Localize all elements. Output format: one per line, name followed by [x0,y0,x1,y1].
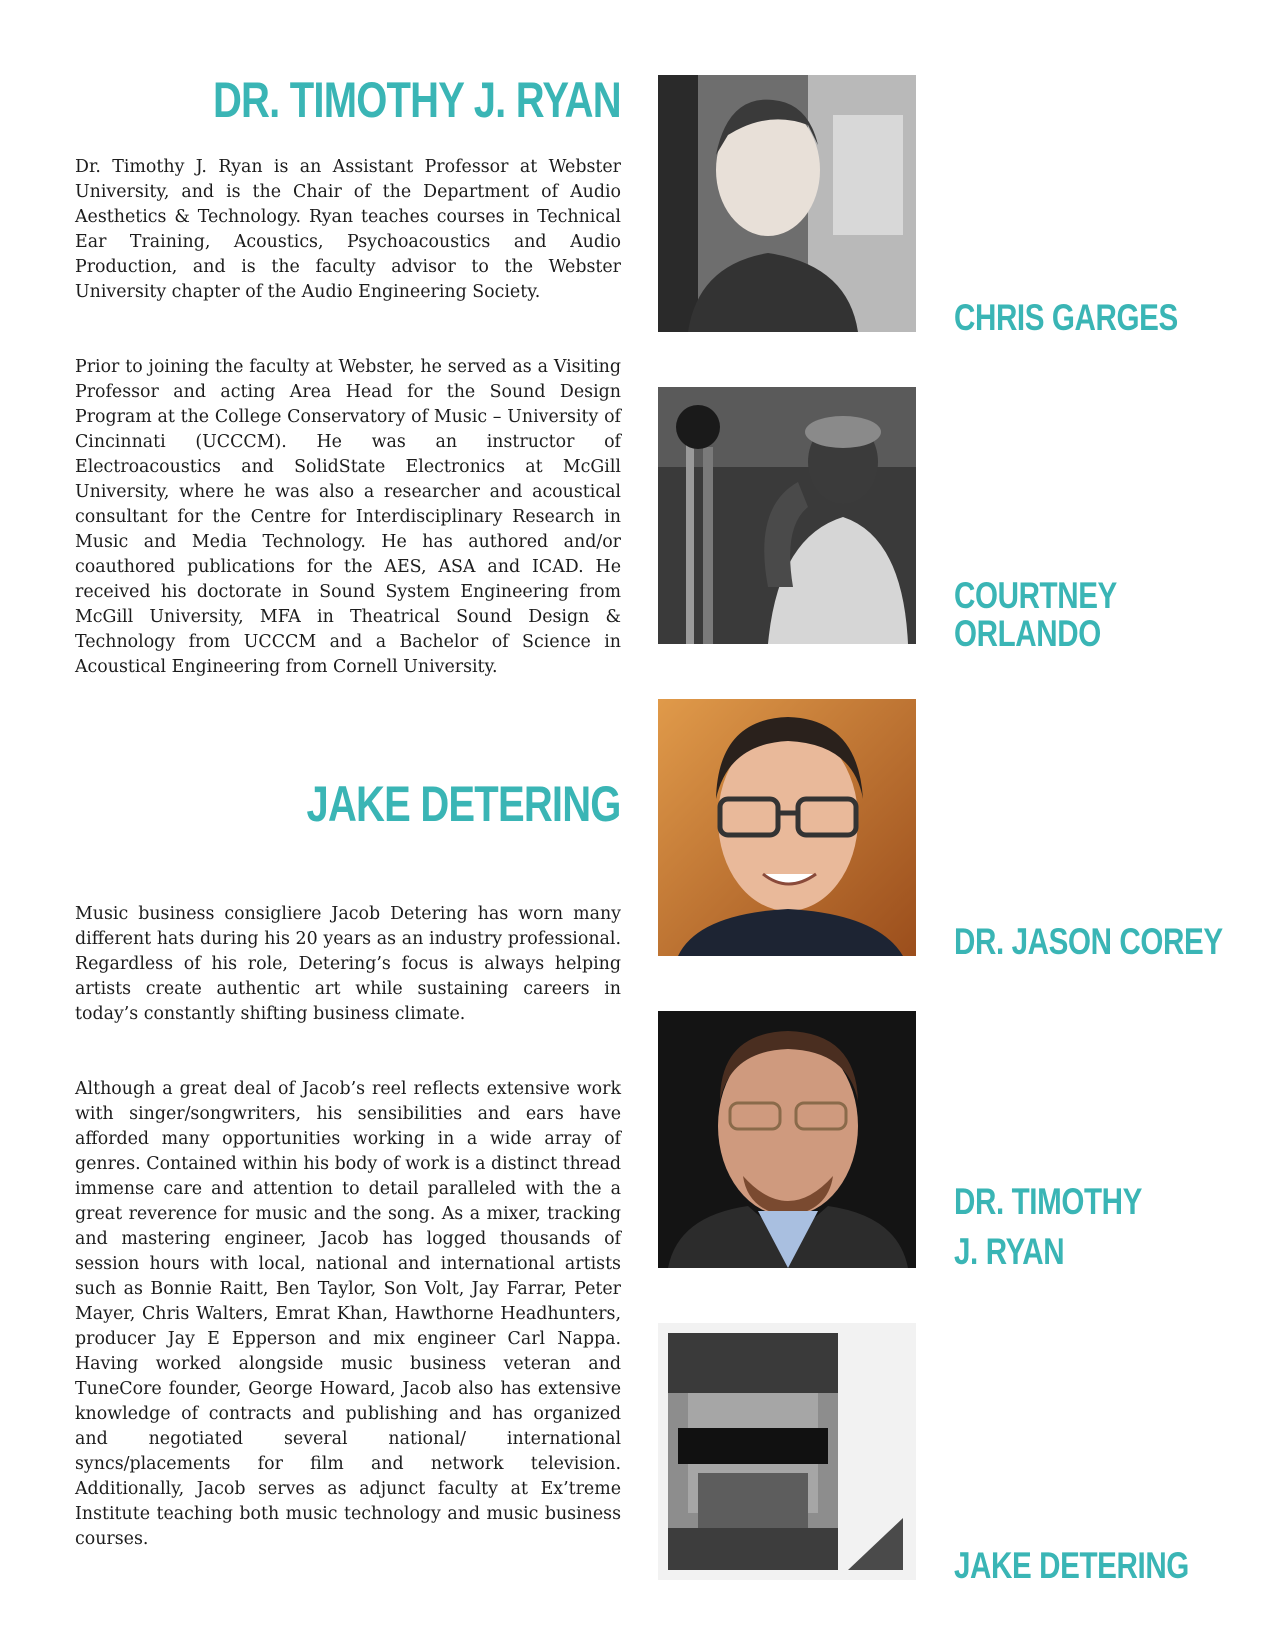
portrait-name-timothy-ryan: DR. TIMOTHY J. RYAN [954,1181,1142,1272]
portrait-name-chris-garges: CHRIS GARGES [954,297,1178,338]
portrait-name-jason-corey: DR. JASON COREY [954,921,1223,962]
bio-heading-timothy-ryan: DR. TIMOTHY J. RYAN [213,72,621,128]
portrait-name-courtney-orlando: COURTNEY ORLANDO [954,575,1117,654]
bio-heading-jake-detering: JAKE DETERING [306,776,621,832]
portrait-jason-corey [658,699,916,956]
bio-paragraph: Dr. Timothy J. Ryan is an Assistant Professor at Webster University, and is the Chair of the Department of Audio Aesthetics & Technology. Ryan teaches courses in Technical Ear Training, Acoustics, Psychoacoustics and Audio Production, and is the faculty advisor to the Webster University chapter of the Audio Engineering Society. [75,157,621,302]
portrait-name-jake-detering: JAKE DETERING [954,1545,1189,1586]
portrait-jake-detering [658,1323,916,1580]
portrait-courtney-orlando [658,387,916,644]
bio-paragraph: Although a great deal of Jacob’s reel reflects extensive work with singer/songwriters, his sensibilities and ears have afforded many opportunities working in a wide array of genres. Contained within his body of work is a distinct thread immense care and attention to detail paralleled with the a great reverence for music and the song. As a mixer, tracking and mastering engineer, Jacob has logged thousands of session hours with local, national and international artists such as Bonnie Raitt, Ben Taylor, Son Volt, Jay Farrar, Peter Mayer, Chris Walters, Emrat Khan, Hawthorne Headhunters, producer Jay E Epperson and mix engineer Carl Nappa. Having worked alongside music business veteran and TuneCore founder, George Howard, Jacob also has extensive knowledge of contracts and publishing and has organized and negotiated several national/ international syncs/placements for film and network television. Additionally, Jacob serves as adjunct faculty at Ex’treme Institute teaching both music technology and music business courses. [75,1079,621,1549]
portrait-timothy-ryan [658,1011,916,1268]
portrait-chris-garges [658,75,916,332]
bio-paragraph: Music business consigliere Jacob Detering has worn many different hats during his 20 years as an industry professional. Regardless of his role, Detering’s focus is always helping artists create authentic art while sustaining careers in today’s constantly shifting business climate. [75,904,621,1024]
bio-paragraph: Prior to joining the faculty at Webster, he served as a Visiting Professor and acting Area Head for the Sound Design Program at the College Conservatory of Music – University of Cincinnati (UCCCM). He was an instructor of Electroacoustics and SolidState Electronics at McGill University, where he was also a researcher and acoustical consultant for the Centre for Interdisciplinary Research in Music and Media Technology. He has authored and/or coauthored publications for the AES, ASA and ICAD. He received his doctorate in Sound System Engineering from McGill University, MFA in Theatrical Sound Design & Technology from UCCCM and a Bachelor of Science in Acoustical Engineering from Cornell University. [75,357,621,677]
